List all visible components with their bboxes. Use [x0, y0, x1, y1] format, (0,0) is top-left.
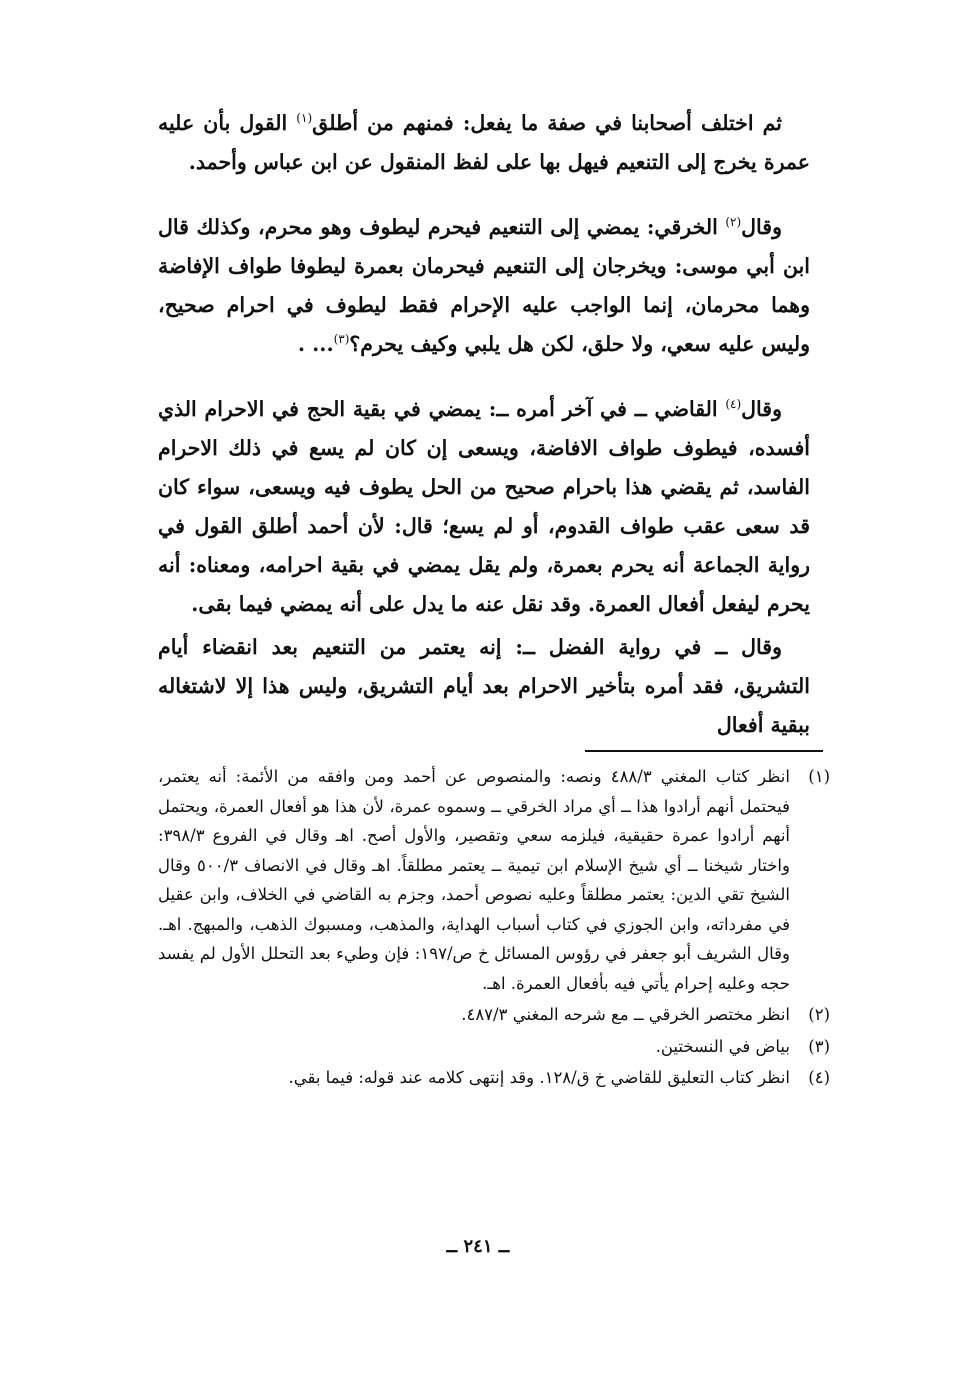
paragraph-1-rest: القول بأن عليه عمرة يخرج إلى التنعيم فيهل بها على لفظ المنقول عن ابن عباس وأحمد. [158, 111, 810, 174]
footnote-ref-3: (٣) [333, 332, 350, 347]
footnote-number: (٣) [808, 1036, 830, 1056]
footnote-ref-4: (٤) [725, 397, 742, 412]
footnote-text: انظر كتاب التعليق للقاضي خ ق/١٢٨. وقد إنتهى كلامه عند قوله: فيما بقي. [288, 1068, 790, 1087]
page-number: ــ ٢٤١ ــ [446, 1236, 510, 1257]
footnote-2 [158, 1000, 830, 1030]
footnote-number: (٢) [808, 1005, 830, 1024]
footnote-text: انظر مختصر الخرقي ــ مع شرحه المغني ٤٨٧/٣. [461, 1005, 790, 1024]
footnote-4 [158, 1063, 830, 1093]
paragraph-3-lead: وقال [741, 397, 782, 421]
paragraph-3 [158, 390, 810, 624]
footnote-1 [158, 762, 830, 998]
main-text-body [158, 104, 810, 745]
footnote-text: انظر كتاب المغني ٤٨٨/٣ ونصه: والمنصوص عن أحمد ومن وافقه من الأئمة: أنه يعتمر، فيحتمل أنهم أرادوا هذا ــ أي مراد الخرقي ــ وسموه عمرة، لأن هذا هو أفعال العمرة، ويحتمل أنهم أرادوا عمرة حقيقية، فيلزمه سعي وتقصير، والأول أصح. اهـ وقال في الفروع ٣٩٨/٣: واختار شيخنا ــ أي شيخ الإسلام ابن تيمية ــ يعتمر مطلقاً. اهـ وقال في الانصاف ٥٠٠/٣ وقال الشيخ تقي الدين: يعتمر مطلقاً وعليه نصوص أحمد، وجزم به القاضي في الخلاف، وابن عقيل في مفرداته، وابن الجوزي في كتاب أسباب الهداية، والمذهب، ومسبوك الذهب، والمبهج. اهـ. وقال الشريف أبو جعفر في رؤوس المسائل خ ص/١٩٧: فإن وطيء بعد التحلل الأول لم يفسد حجه وعليه إحرام يأتي فيه بأفعال العمرة. اهـ. [158, 767, 790, 993]
paragraph-1-text: ثم اختلف أصحابنا في صفة ما يفعل: فمنهم من أطلق [312, 111, 782, 135]
footnote-number: (١) [808, 767, 830, 786]
paragraph-3-text: القاضي ــ في آخر أمره ــ: يمضي في بقية الحج في الاحرام الذي أفسده، فيطوف طواف الافاضة، ويسعى إن كان لم يسع في ذلك الاحرام الفاسد، ثم يقضي هذا باحرام صحيح من الحل يطوف فيه ويسعى، سواء كان قد سعى عقب طواف القدوم، أو لم يسع؛ قال: لأن أحمد أطلق القول في رواية الجماعة أنه يحرم بعمرة، ولم يقل يمضي في بقية احرامه، ومعناه: أنه يحرم ليفعل أفعال العمرة. وقد نقل عنه ما يدل على أنه يمضي فيما بقى. [158, 397, 810, 616]
footnote-3 [158, 1032, 830, 1062]
footnote-text: بياض في النسختين. [655, 1036, 790, 1056]
footnote-ref-2: (٢) [725, 215, 742, 230]
paragraph-4: وقال ــ في رواية الفضل ــ: إنه يعتمر من التنعيم بعد انقضاء أيام التشريق، فقد أمره بتأخير الاحرام بعد أيام التشريق، وليس هذا إلا لاشتغاله ببقية أفعال [158, 635, 810, 737]
footnote-ref-1: (١) [296, 111, 313, 126]
footnotes-section [158, 762, 830, 1095]
footnote-divider [585, 750, 823, 752]
paragraph-2-ellipsis: ... . [297, 332, 334, 356]
paragraph-2 [158, 208, 810, 364]
paragraph-2-text: الخرقي: يمضي إلى التنعيم فيحرم ليطوف وهو محرم، وكذلك قال ابن أبي موسى: ويخرجان إلى التنعيم فيحرمان بعمرة ليطوفا طواف الإفاضة وهما محرمان، إنما الواجب عليه الإحرام فقط ليطوف في احرام صحيح، وليس عليه سعي، ولا حلق، لكن هل يلبي وكيف يحرم؟ [158, 215, 810, 356]
paragraph-2-lead: وقال [741, 215, 782, 239]
footnote-number: (٤) [808, 1068, 830, 1087]
paragraph-1 [158, 104, 810, 182]
